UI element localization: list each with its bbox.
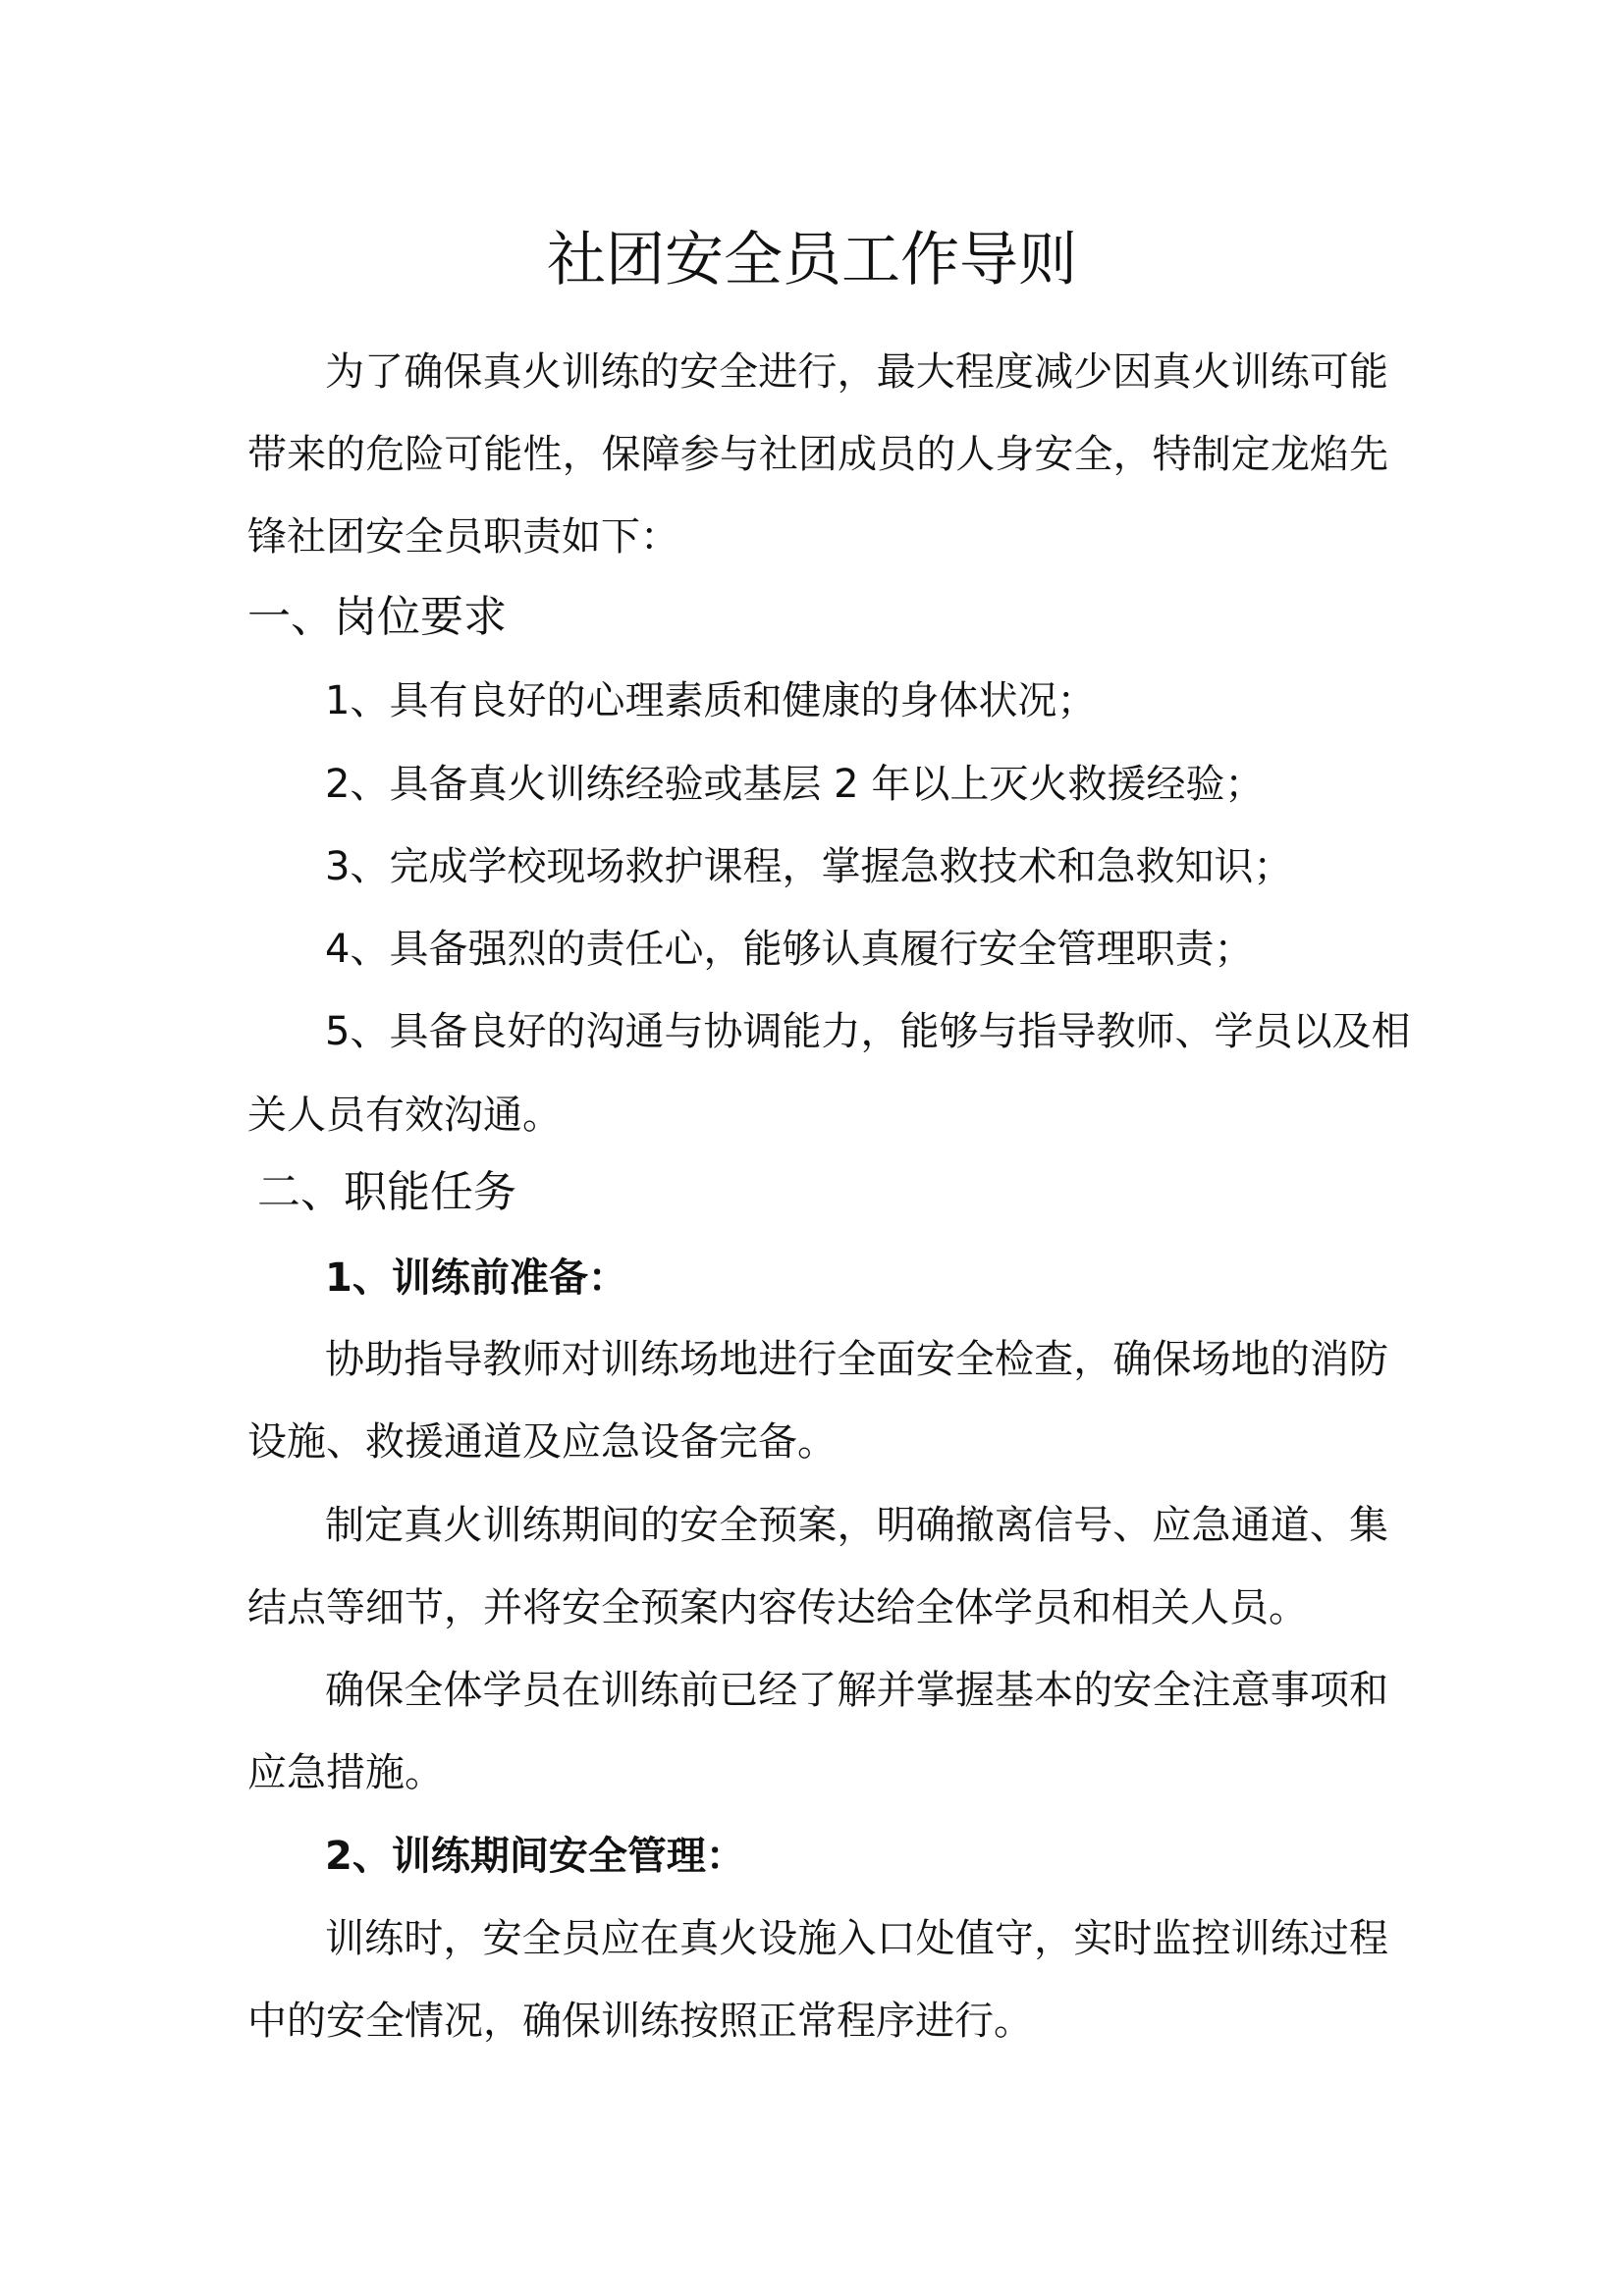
paragraph-line: 训练时，安全员应在真火设施入口处值守，实时监控训练过程 — [325, 1916, 1388, 1961]
subsection-heading: 1、训练前准备： — [325, 1255, 627, 1301]
paragraph-line: 制定真火训练期间的安全预案，明确撤离信号、应急通道、集 — [325, 1503, 1388, 1548]
paragraph-line: 结点等细节，并将安全预案内容传达给全体学员和相关人员。 — [247, 1585, 1308, 1630]
list-item: 3、完成学校现场救护课程，掌握急救技术和急救知识； — [325, 844, 1293, 889]
intro-line: 为了确保真火训练的安全进行，最大程度减少因真火训练可能 — [325, 349, 1388, 395]
paragraph-line: 中的安全情况，确保训练按照正常程序进行。 — [247, 1999, 1033, 2044]
intro-line: 锋社团安全员职责如下： — [247, 514, 679, 560]
list-item: 关人员有效沟通。 — [247, 1093, 562, 1138]
list-item: 4、具备强烈的责任心，能够认真履行安全管理职责； — [325, 927, 1254, 972]
intro-line: 带来的危险可能性，保障参与社团成员的人身安全，特制定龙焰先 — [247, 432, 1388, 477]
section-heading: 一、岗位要求 — [247, 592, 507, 642]
paragraph-line: 应急措施。 — [247, 1750, 444, 1795]
document-title: 社团安全员工作导则 — [547, 226, 1077, 294]
list-item: 2、具备真火训练经验或基层 2 年以上灭火救援经验； — [325, 762, 1265, 807]
list-item: 1、具有良好的心理素质和健康的身体状况； — [325, 678, 1097, 723]
paragraph-line: 设施、救援通道及应急设备完备。 — [247, 1419, 837, 1465]
subsection-heading: 2、训练期间安全管理： — [325, 1834, 745, 1879]
paragraph-line: 协助指导教师对训练场地进行全面安全检查，确保场地的消防 — [325, 1337, 1388, 1382]
paragraph-line: 确保全体学员在训练前已经了解并掌握基本的安全注意事项和 — [325, 1668, 1388, 1713]
list-item: 5、具备良好的沟通与协调能力，能够与指导教师、学员以及相 — [325, 1009, 1411, 1054]
section-heading: 二、职能任务 — [257, 1167, 516, 1217]
